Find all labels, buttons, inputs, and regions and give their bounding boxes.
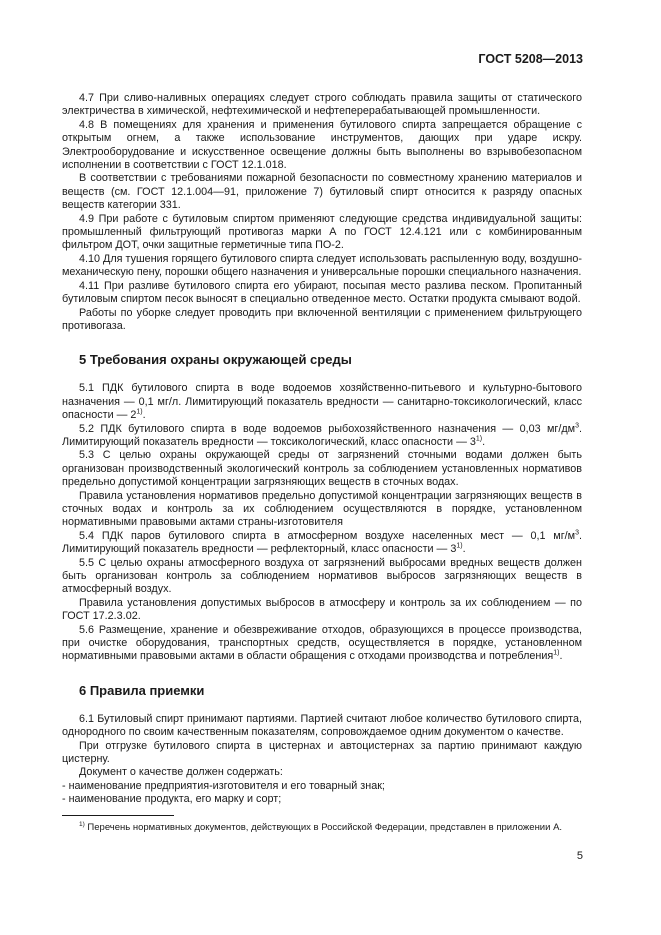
paragraph-4-8-fire-safety: В соответствии с требованиями пожарной безопасности по совместному хранению материалов и веществ (см. ГОСТ 12.1.004—91, приложение 7) бутиловый спирт относится к разряду опасных веществ категории 331.: [62, 172, 582, 212]
paragraph-6-1-shipment: При отгрузке бутилового спирта в цистернах и автоцистернах за партию принимают каждую цистерну.: [62, 739, 582, 766]
paragraph-5-6-text: 5.6 Размещение, хранение и обезвреживание отходов, образующихся в процессе производства, при очистке оборудования, транспортных средств, осуществляется в порядке, установленном нормативными правовыми актами в области обращения с отходами производства и потребления: [62, 623, 582, 663]
paragraph-5-5-rules: Правила установления допустимых выбросов в атмосферу и контроль за их соблюдением — по ГОСТ 17.2.3.02.: [62, 596, 582, 623]
paragraph-4-7: 4.7 При сливо-наливных операциях следует строго соблюдать правила защиты от статического электричества в химической, нефтехимической и нефтеперерабатывающей промышленности.: [62, 92, 582, 118]
paragraph-5-4-text-b: . Лимитирующий показатель вредности — рефлекторный, класс опасности — 3: [62, 529, 582, 556]
paragraph-6-1: 6.1 Бутиловый спирт принимают партиями. Партией считают любое количество бутилового спирта, однородного по своим качественным показателям, сопровождаемое одним документом о качестве.: [62, 712, 582, 739]
paragraph-4-9: 4.9 При работе с бутиловым спиртом применяют следующие средства индивидуальной защиты: промышленный фильтрующий противогаз марки А по ГОСТ 12.4.121 или с комбинированным фильтром ДОТ, очки защитные герметичные типа ПО-2.: [62, 212, 582, 252]
section-5-heading: 5 Требования охраны окружающей среды: [79, 352, 352, 368]
page-body: [62, 92, 582, 807]
footnote-text: Перечень нормативных документов, действующих в Российской Федерации, представлен в приложении А.: [84, 822, 563, 833]
page-number: 5: [576, 850, 583, 862]
footnote-ref: 1): [456, 542, 463, 550]
paragraph-5-5: 5.5 С целью охраны атмосферного воздуха от загрязнений выбросами вредных веществ должен быть организован контроль за соблюдением нормативов выбросов загрязняющих веществ в атмосферный воздух.: [62, 556, 582, 596]
paragraph-4-8: 4.8 В помещениях для хранения и применения бутилового спирта запрещается обращение с открытым огнем, а также использование инструментов, дающих при ударе искру. Электрооборудование и искусственное освещение должны быть выполнены во взрывобезопасном исполнении в соответствии с ГОСТ 12.1.018.: [62, 118, 582, 172]
footnote-ref: 1): [136, 408, 143, 416]
document-header: ГОСТ 5208—2013: [478, 52, 583, 66]
paragraph-5-6-end: .: [559, 650, 563, 663]
footnote-ref: 1): [475, 435, 483, 443]
unit-superscript: 3: [575, 529, 579, 537]
paragraph-4-11: 4.11 При разливе бутилового спирта его убирают, посыпая место разлива песком. Пропитанный бутиловым спиртом песок выносят в специально отведенное место. Остатки продукта смывают водой.: [62, 279, 582, 306]
unit-superscript: 3: [575, 421, 579, 429]
footnote: [62, 822, 582, 834]
footnote-mark: 1): [79, 820, 85, 828]
paragraph-5-2-text-b: . Лимитирующий показатель вредности — токсикологический, класс опасности — 3: [62, 422, 582, 448]
paragraph-5-1-text: 5.1 ПДК бутилового спирта в воде водоемов хозяйственно-питьевого и культурно-бытового назначения — 0,1 мг/л. Лимитирующий показатель вредности — санитарно-токсикологический, класс опасности — 2: [62, 382, 582, 422]
paragraph-5-3-rules: Правила установления нормативов предельно допустимой концентрации загрязняющих веществ в сточных водах и контроль за их соблюдением осуществляются в порядке, установленном нормативными правовыми актами страны-изготовителя: [62, 489, 582, 529]
paragraph-5-1-end: .: [142, 409, 146, 422]
paragraph-5-4: [62, 530, 582, 557]
section-6-heading: 6 Правила приемки: [79, 682, 205, 698]
list-item: - наименование предприятия-изготовителя и его товарный знак;: [62, 779, 385, 792]
paragraph-4-10: 4.10 Для тушения горящего бутилового спирта следует использовать распыленную воду, воздушно-механическую пену, порошки общего назначения и универсальные порошки специального назначения.: [62, 252, 582, 279]
list-item: - наименование продукта, его марку и сорт;: [62, 793, 282, 806]
paragraph-5-2: [62, 423, 582, 450]
paragraph-5-6: [62, 624, 582, 664]
paragraph-5-4-text-a: 5.4 ПДК паров бутилового спирта в атмосферном воздухе населенных мест — 0,1 мг/м: [79, 529, 576, 542]
paragraph-5-4-end: .: [462, 543, 466, 556]
paragraph-5-2-text-a: 5.2 ПДК бутилового спирта в воде водоемов рыбохозяйственного назначения — 0,03 мг/дм: [79, 422, 576, 435]
paragraph-6-1-document: Документ о качестве должен содержать:: [79, 766, 283, 779]
paragraph-5-2-end: .: [482, 435, 486, 448]
paragraph-5-3: 5.3 С целью охраны окружающей среды от загрязнений сточными водами должен быть организован производственный экологический контроль за соблюдением установленных нормативов предельно допустимой концентрации загрязняющих веществ в сточных водах.: [62, 449, 582, 489]
paragraph-5-1: [62, 382, 582, 422]
paragraph-4-11-cleanup: Работы по уборке следует проводить при включенной вентиляции с применением фильтрующего противогаза.: [62, 306, 582, 332]
footnote-divider: [62, 815, 174, 816]
footnote-ref: 1): [553, 649, 560, 657]
